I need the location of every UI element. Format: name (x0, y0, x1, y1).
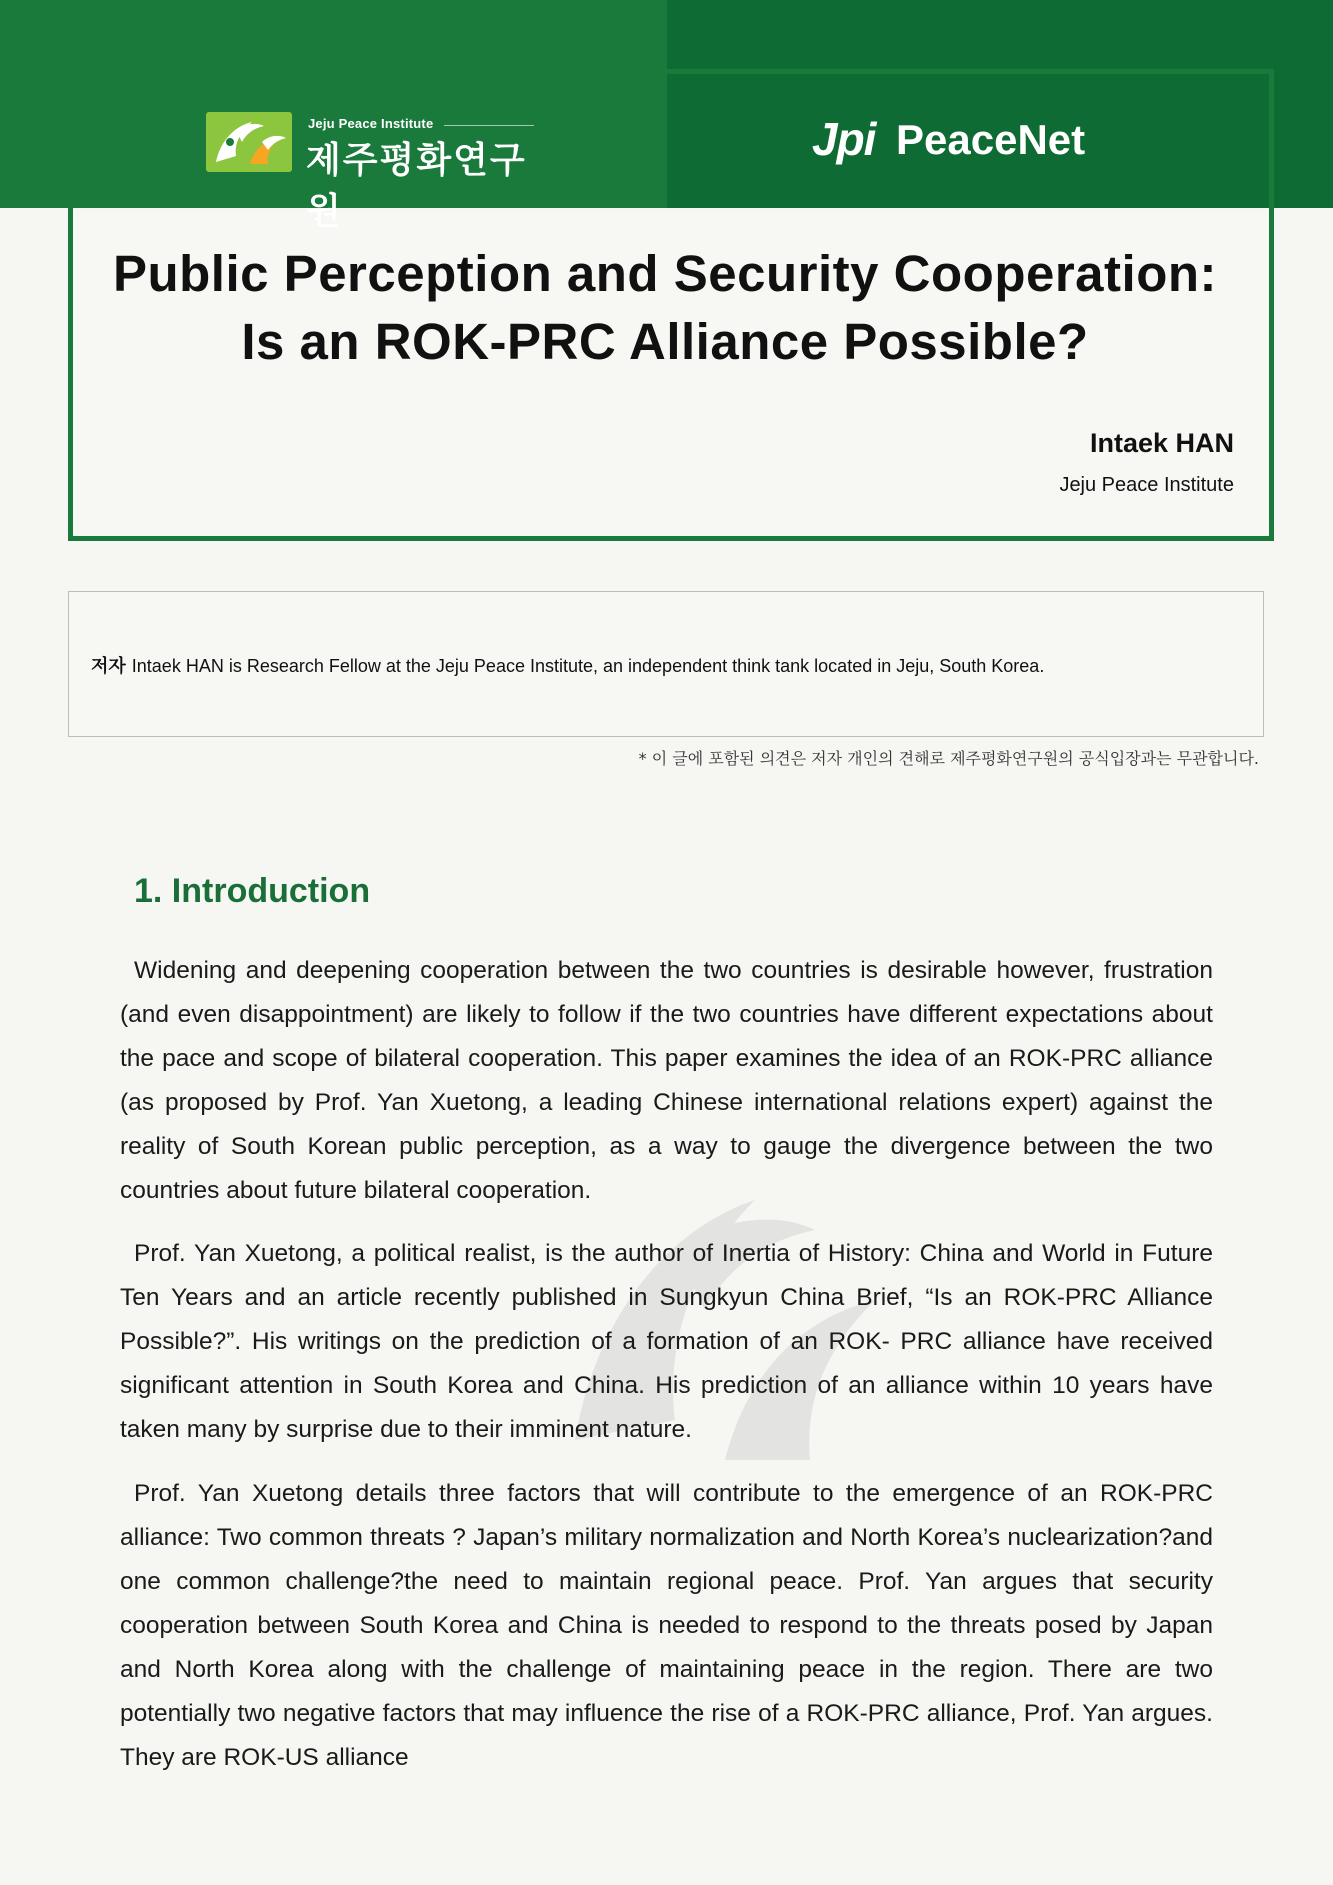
author-info-label: 저자 (91, 656, 126, 677)
logo-divider-line (444, 125, 534, 126)
jeju-peace-institute-logo (206, 108, 536, 232)
page-title (90, 240, 1240, 376)
jeju-peace-institute-logo-icon (206, 112, 292, 172)
peacenet-logo-text: PeaceNet (896, 116, 1086, 163)
paragraph-2 (120, 1232, 1213, 1452)
jpi-logo-mark: Jpi (812, 113, 876, 165)
paragraph-2-text: Prof. Yan Xuetong, a political realist, is the author of Inertia of History: China and World in Future Ten Years and an article recently published in Sungkyun China Brief, “Is an ROK-PRC Alliance Possible?”. His writings on the prediction of a formation of an ROK- PRC alliance have received significant attention in South Korea and China. His prediction of an alliance within 10 years have taken many by surprise due to their imminent nature. (120, 1240, 1213, 1443)
title-line-1: Public Perception and Security Cooperation: (112, 245, 1217, 302)
paragraph-3-text: Prof. Yan Xuetong details three factors that will contribute to the emergence of an ROK-PRC alliance: Two common threats ? Japan’s military normalization and North Korea’s nuclearization?and one common challenge?the need to maintain regional peace. Prof. Yan argues that security cooperation between South Korea and China is needed to respond to the threats posed by Japan and North Korea along with the challenge of maintaining peace in the region. There are two potentially two negative factors that may influence the rise of a ROK-PRC alliance, Prof. Yan argues. They are ROK-US alliance (120, 1480, 1213, 1771)
author-info-box (68, 591, 1264, 737)
disclaimer-note: * 이 글에 포함된 의견은 저자 개인의 견해로 제주평화연구원의 공식입장과는 무관합니다. (638, 749, 1259, 768)
author-info-text-row (91, 652, 1044, 678)
logo-korean-name: 제주평화연구원 (306, 140, 527, 232)
author-info-text: Intaek HAN is Research Fellow at the Jeju Peace Institute, an independent think tank located in Jeju, South Korea. (131, 656, 1045, 676)
author-affiliation: Jeju Peace Institute (1059, 474, 1234, 496)
title-line-2: Is an ROK-PRC Alliance Possible? (241, 313, 1089, 370)
paragraph-3 (120, 1472, 1213, 1780)
paragraph-1-text: Widening and deepening cooperation between the two countries is desirable however, frustration (and even disappointment) are likely to follow if the two countries have different expectations about the pace and scope of bilateral cooperation. This paper examines the idea of an ROK-PRC alliance (as proposed by Prof. Yan Xuetong, a leading Chinese international relations expert) against the reality of South Korean public perception, as a way to gauge the divergence between the two countries about future bilateral cooperation. (120, 957, 1213, 1204)
paragraph-1 (120, 949, 1213, 1213)
logo-english-name: Jeju Peace Institute (308, 116, 434, 131)
section-heading: 1. Introduction (134, 872, 371, 910)
author-name: Intaek HAN (1089, 428, 1234, 458)
